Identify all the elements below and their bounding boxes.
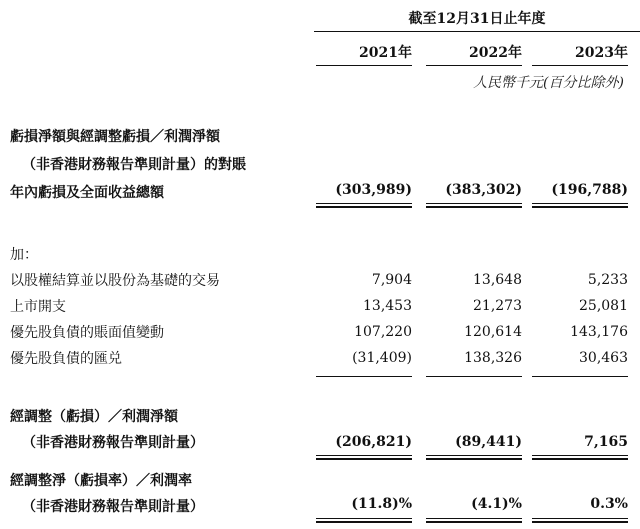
adjusted-double-rule-bottom-2023 — [532, 458, 628, 460]
year-2021-underline — [316, 65, 412, 66]
net-loss-2022: (383,302) — [445, 182, 522, 198]
net-loss-double-rule-top-2021 — [316, 203, 412, 204]
net-loss-label: 年內虧損及全面收益總額 — [10, 185, 164, 201]
year-2022-header: 2022年 — [469, 45, 522, 61]
adjusted-rate-double-rule-bottom-2022 — [426, 521, 522, 523]
adjusted-rate-double-rule-top-2022 — [426, 518, 522, 519]
share-based-label: 以股權結算並以股份為基礎的交易 — [10, 273, 220, 289]
adjusted-2022: (89,441) — [455, 434, 522, 450]
listing-2022: 21,273 — [473, 298, 522, 314]
adjusted-rate-double-rule-top-2021 — [316, 518, 412, 519]
fair-value-2021: 107,220 — [354, 324, 412, 340]
year-2023-underline — [532, 65, 628, 66]
year-2022-underline — [426, 65, 522, 66]
listing-label: 上市開支 — [10, 299, 66, 315]
period-underline — [314, 31, 640, 32]
adjusted-rate-double-rule-top-2023 — [532, 518, 628, 519]
listing-2023: 25,081 — [579, 298, 628, 314]
exchange-label: 優先股負債的匯兑 — [10, 351, 122, 367]
net-loss-heading-line2: （非香港財務報告準則計量）的對賬 — [22, 157, 246, 173]
exchange-2022: 138,326 — [464, 350, 522, 366]
exchange-2021: (31,409) — [352, 350, 412, 366]
year-2023-header: 2023年 — [575, 45, 628, 61]
exchange-subtotal-rule-2022 — [426, 376, 522, 377]
adjusted-rate-double-rule-bottom-2021 — [316, 521, 412, 523]
adjusted-2023: 7,165 — [584, 434, 628, 450]
adjusted-rate-label-line2: （非香港財務報告準則計量） — [22, 499, 204, 515]
adjusted-double-rule-bottom-2022 — [426, 458, 522, 460]
exchange-2023: 30,463 — [579, 350, 628, 366]
net-loss-2021: (303,989) — [335, 182, 412, 198]
exchange-subtotal-rule-2023 — [532, 376, 628, 377]
listing-2021: 13,453 — [363, 298, 412, 314]
adjusted-double-rule-bottom-2021 — [316, 458, 412, 460]
period-header: 截至12月31日止年度 — [408, 11, 546, 27]
net-loss-double-rule-bottom-2021 — [316, 206, 412, 208]
adjusted-rate-2023: 0.3% — [590, 496, 628, 512]
fair-value-label: 優先股負債的賬面值變動 — [10, 325, 164, 341]
share-based-2021: 7,904 — [371, 272, 412, 288]
net-loss-heading-line1: 虧損淨額與經調整虧損／利潤淨額 — [10, 129, 220, 145]
adjusted-rate-label-line1: 經調整淨（虧損率）／利潤率 — [10, 473, 192, 489]
year-2021-header: 2021年 — [359, 45, 412, 61]
fair-value-2023: 143,176 — [570, 324, 628, 340]
adjusted-label-line2: （非香港財務報告準則計量） — [22, 435, 204, 451]
share-based-2022: 13,648 — [473, 272, 522, 288]
adjusted-2021: (206,821) — [335, 434, 412, 450]
net-loss-double-rule-top-2023 — [532, 203, 628, 204]
exchange-subtotal-rule-2021 — [316, 376, 412, 377]
adjusted-double-rule-top-2021 — [316, 455, 412, 456]
adjusted-rate-double-rule-bottom-2023 — [532, 521, 628, 523]
adjusted-label-line1: 經調整（虧損）／利潤淨額 — [10, 409, 178, 425]
add-label: 加： — [10, 247, 38, 263]
adjusted-rate-2021: (11.8)% — [351, 496, 412, 512]
net-loss-2023: (196,788) — [551, 182, 628, 198]
unit-note: 人民幣千元(百分比除外) — [473, 75, 624, 91]
share-based-2023: 5,233 — [587, 272, 628, 288]
adjusted-double-rule-top-2022 — [426, 455, 522, 456]
net-loss-double-rule-top-2022 — [426, 203, 522, 204]
adjusted-rate-2022: (4.1)% — [471, 496, 522, 512]
adjusted-double-rule-top-2023 — [532, 455, 628, 456]
fair-value-2022: 120,614 — [464, 324, 522, 340]
net-loss-double-rule-bottom-2023 — [532, 206, 628, 208]
net-loss-double-rule-bottom-2022 — [426, 206, 522, 208]
